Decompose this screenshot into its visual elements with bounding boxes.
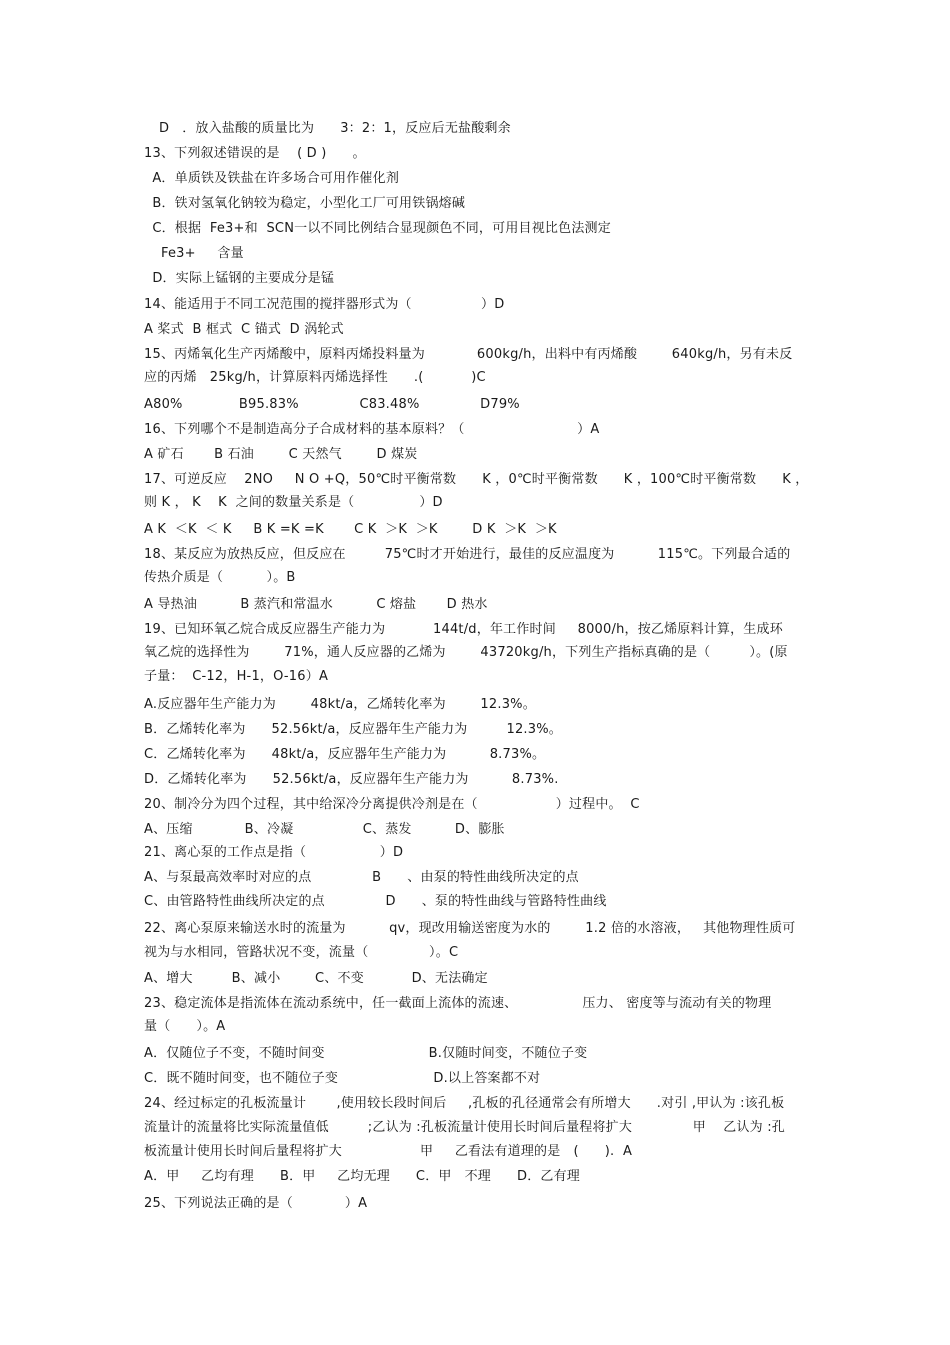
text-line: 流量计的流量将比实际流量值低 ;乙认为 :孔板流量计使用长时间后量程将扩大 甲 乙认为 :孔	[144, 1120, 785, 1135]
question-21: 21、离心泵的工作点是指（ ）D	[144, 845, 404, 860]
question-24: 24、经过标定的孔板流量计 ,使用较长段时间后 ,孔板的孔径通常会有所增大 .对引 ,甲认为 :该孔板	[144, 1096, 785, 1111]
question-25: 25、下列说法正确的是（ ）A	[144, 1196, 368, 1211]
option-line: A、与泵最高效率时对应的点 B 、由泵的特性曲线所决定的点	[144, 870, 579, 885]
option-line: A、压缩 B、冷凝 C、蒸发 D、膨胀	[144, 822, 505, 837]
question-22: 22、离心泵原来输送水时的流量为 qv，现改用输送密度为水的 1.2 倍的水溶液， 其他物理性质可	[144, 921, 796, 936]
text-line: D ．放入盐酸的质量比为 3：2：1，反应后无盐酸剩余	[159, 121, 511, 136]
question-14: 14、能适用于不同工况范围的搅拌器形式为（ ）D	[144, 297, 505, 312]
option-line: C．根据 Fe3+和 SCN一以不同比例结合显现颜色不同，可用目视比色法测定	[148, 221, 611, 236]
question-23: 23、稳定流体是指流体在流动系统中，任一截面上流体的流速、 压力、 密度等与流动有关的物理	[144, 996, 772, 1011]
text-line: 传热介质是（ ）。B	[144, 570, 296, 585]
option-line: D．实际上锰钢的主要成分是锰	[148, 271, 335, 286]
option-line: A 桨式 B 框式 C 锚式 D 涡轮式	[144, 322, 344, 337]
question-19: 19、已知环氧乙烷合成反应器生产能力为 144t/d，年工作时间 8000/h，按乙烯原料计算，生成环	[144, 622, 783, 637]
question-17: 17、可逆反应 2NO N O +Q，50℃时平衡常数 K ，0℃时平衡常数 K ，100℃时平衡常数 K ，	[144, 472, 809, 487]
text-line: 视为与水相同，管路状况不变，流量（ ）。C	[144, 945, 459, 960]
option-line: A．单质铁及铁盐在许多场合可用作催化剂	[148, 171, 400, 186]
question-20: 20、制冷分为四个过程，其中给深冷分离提供冷剂是在（ ）过程中。 C	[144, 797, 640, 812]
question-16: 16、下列哪个不是制造高分子合成材料的基本原料？（ ）A	[144, 422, 600, 437]
text-line: 则 K ， K K 之间的数量关系是（ ）D	[144, 495, 443, 510]
option-line: A K ＜K ＜ K B K =K =K C K ＞K ＞K D K ＞K ＞K	[144, 522, 557, 537]
option-line: D．乙烯转化率为 52.56kt/a，反应器年生产能力为 8.73%.	[144, 772, 559, 787]
text-line: 应的丙烯 25kg/h，计算原料丙烯选择性 .( )C	[144, 370, 486, 385]
option-line: A．仅随位子不变，不随时间变 B.仅随时间变，不随位子变	[144, 1046, 588, 1061]
option-line: A 导热油 B 蒸汽和常温水 C 熔盐 D 热水	[144, 597, 488, 612]
text-line: 量（ ）。A	[144, 1019, 226, 1034]
question-15: 15、丙烯氧化生产丙烯酸中，原料丙烯投料量为 600kg/h，出料中有丙烯酸 640kg/h，另有未反	[144, 347, 793, 362]
option-line: A．甲 乙均有理 B．甲 乙均无理 C．甲 不理 D．乙有理	[144, 1169, 581, 1184]
option-line: B．乙烯转化率为 52.56kt/a，反应器年生产能力为 12.3%。	[144, 722, 562, 737]
option-line: A80% B95.83% C83.48% D79%	[144, 397, 520, 412]
option-line: A 矿石 B 石油 C 天然气 D 煤炭	[144, 447, 418, 462]
text-line: 氧乙烷的选择性为 71%，通人反应器的乙烯为 43720kg/h，下列生产指标真确的是（ ）。(原	[144, 645, 788, 660]
option-line: C．乙烯转化率为 48kt/a，反应器年生产能力为 8.73%。	[144, 747, 546, 762]
option-line: A、增大 B、减小 C、不变 D、无法确定	[144, 971, 488, 986]
option-line: C、由管路特性曲线所决定的点 D 、泵的特性曲线与管路特性曲线	[144, 894, 607, 909]
option-line: B．铁对氢氧化钠较为稳定，小型化工厂可用铁锅熔碱	[148, 196, 466, 211]
text-line: 子量： C-12，H-1，O-16）A	[144, 669, 329, 684]
text-line: Fe3+ 含量	[148, 246, 244, 261]
question-18: 18、某反应为放热反应，但反应在 75℃时才开始进行，最佳的反应温度为 115℃。下列最合适的	[144, 547, 791, 562]
option-line: A.反应器年生产能力为 48kt/a，乙烯转化率为 12.3%。	[144, 697, 536, 712]
question-13: 13、下列叙述错误的是 ( D ) 。	[144, 146, 366, 161]
option-line: C．既不随时间变，也不随位子变 D.以上答案都不对	[144, 1071, 541, 1086]
text-line: 板流量计使用长时间后量程将扩大 甲 乙看法有道理的是 ( ). A	[144, 1144, 633, 1159]
